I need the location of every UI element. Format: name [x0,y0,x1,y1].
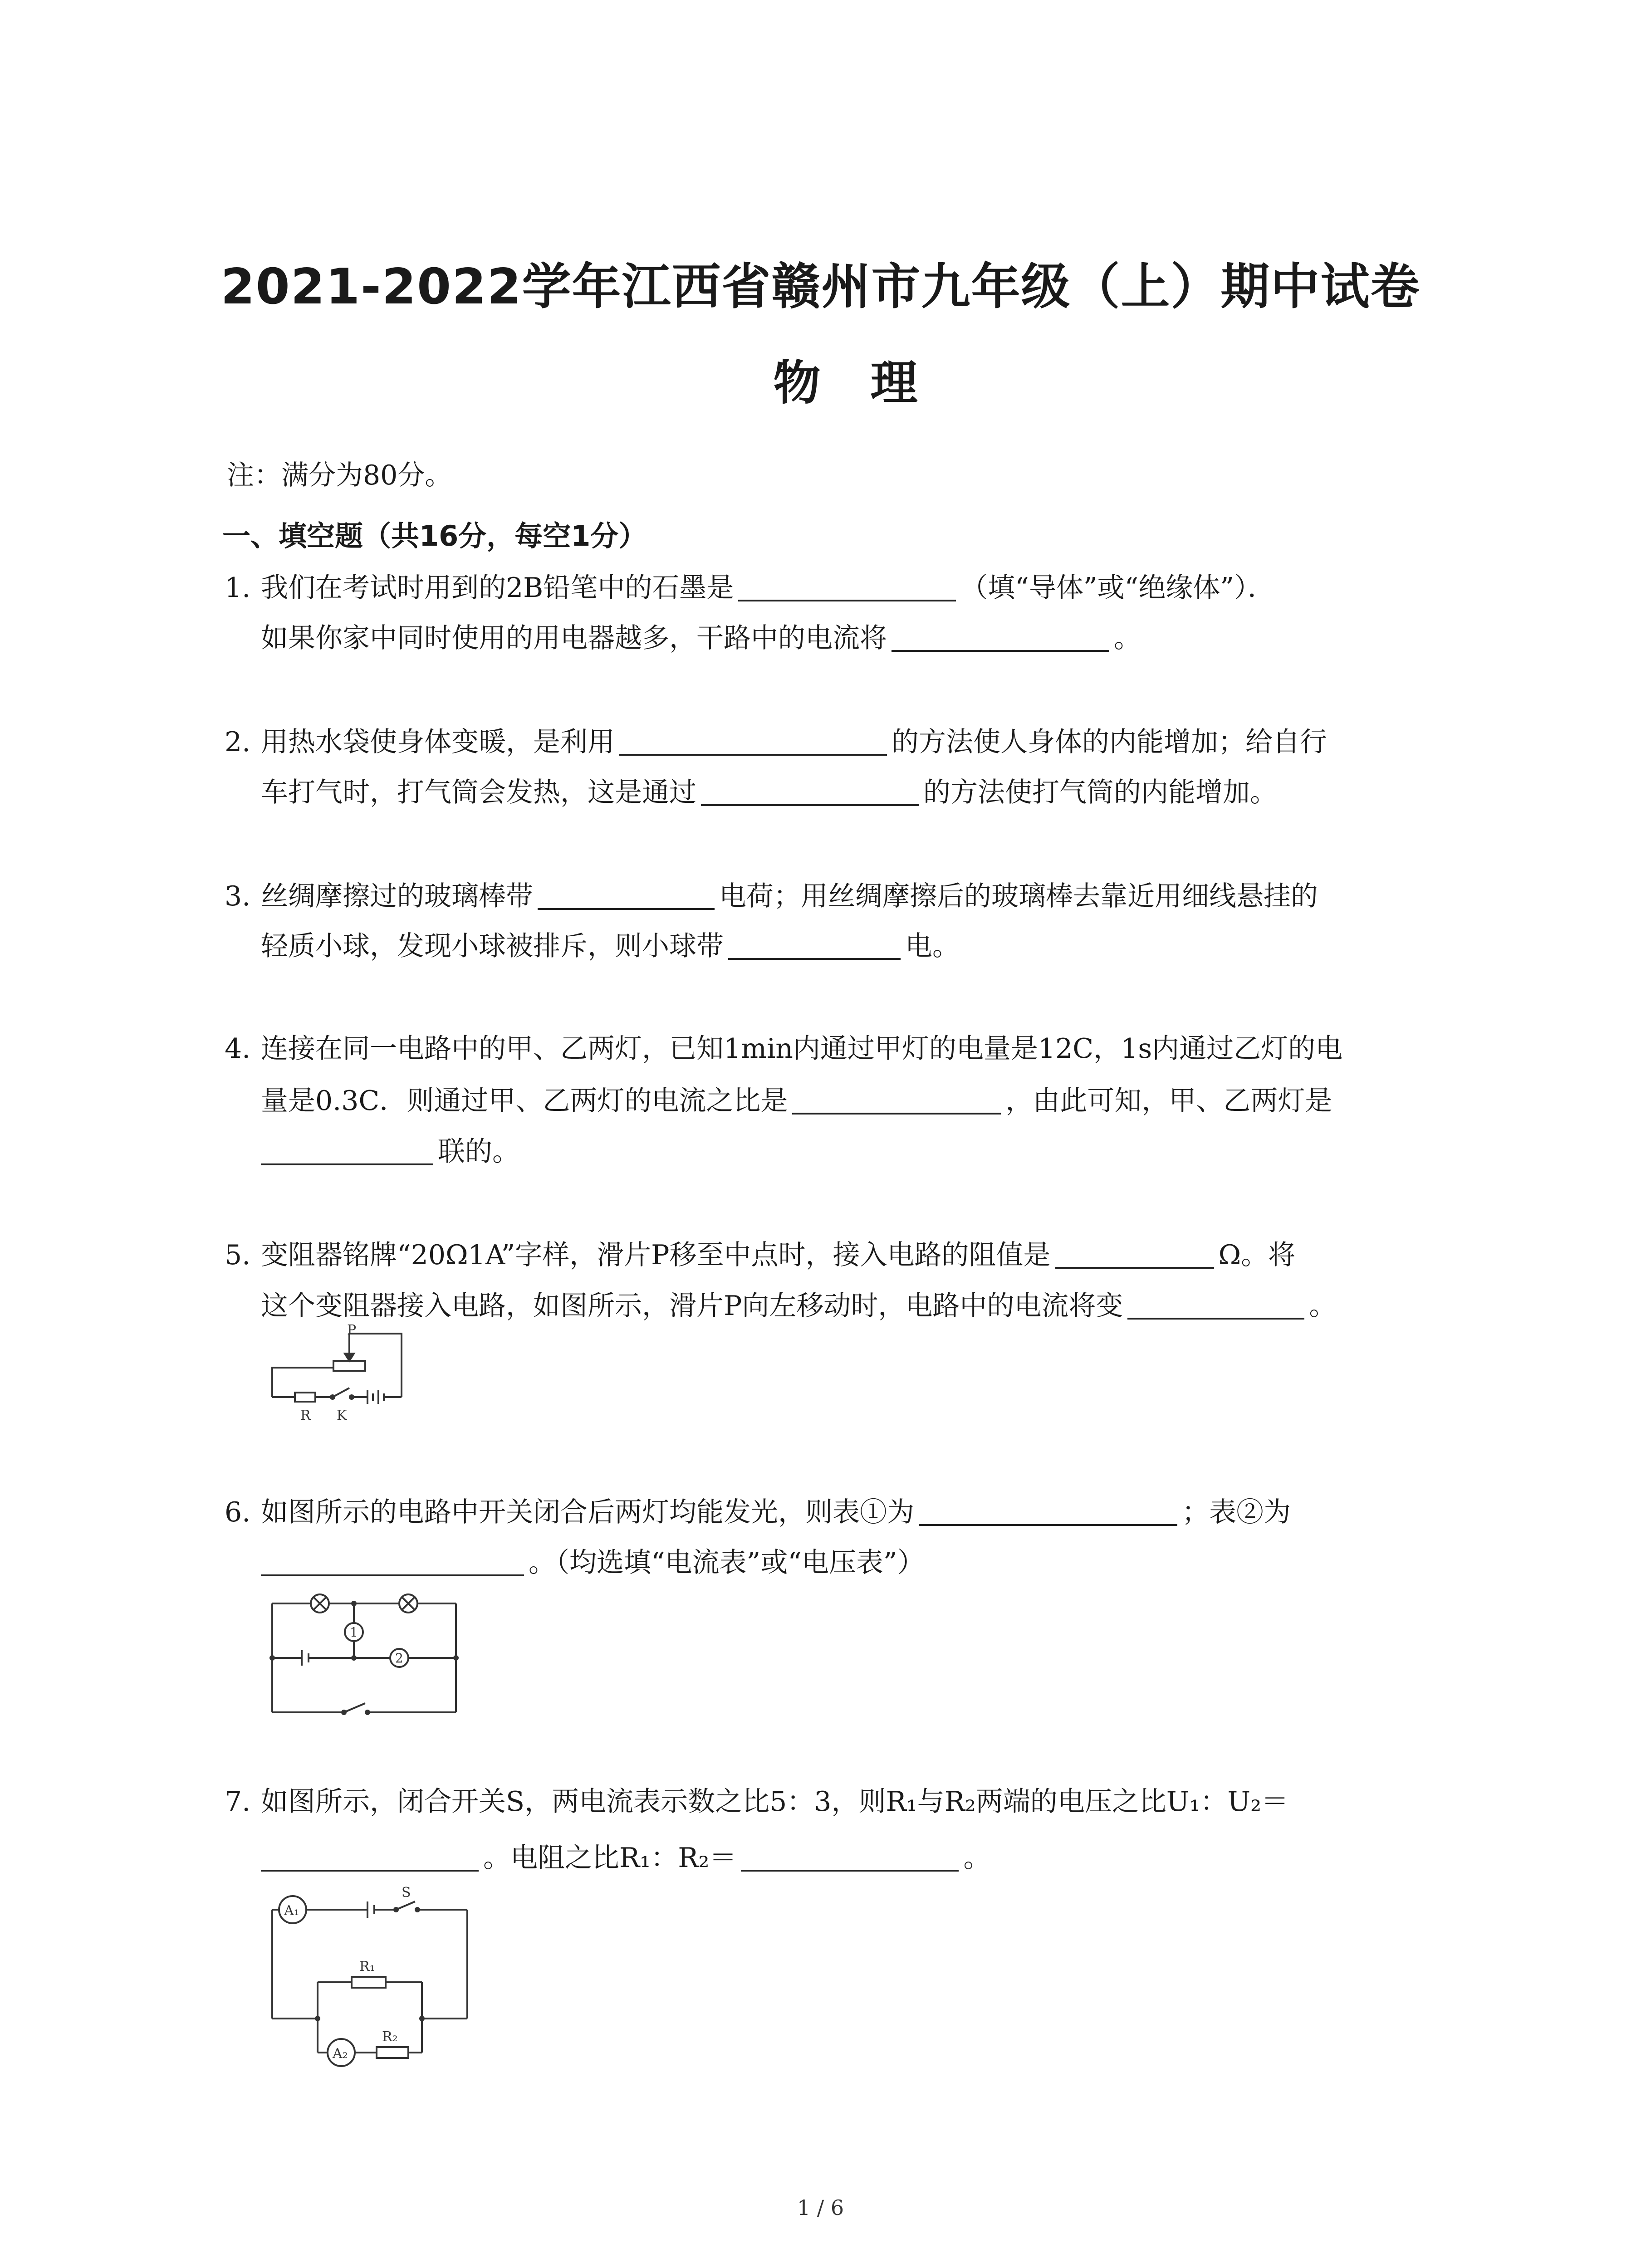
parallel-resistor-circuit-diagram [263,1882,476,2077]
question-text: 如图所示，闭合开关S，两电流表示数之比5：3，则R₁与R₂两端的电压之比U₁：U₂＝ [261,1786,1289,1818]
question-text: 电。 [905,930,960,962]
score-note: 注：满分为80分。 [227,459,452,491]
lamp-meter-circuit-diagram [263,1588,463,1724]
question-text: 。电阻之比R₁：R₂＝ [483,1842,737,1874]
page-number: 1 / 6 [797,2195,844,2220]
meter-2-label: 2 [395,1651,403,1666]
junction-dot [351,1601,357,1606]
question-text: 我们在考试时用到的2B铅笔中的石墨是 [261,572,734,604]
section-heading: 一、填空题（共16分，每空1分） [222,519,647,552]
subject-title: 物理 [773,355,968,411]
question-text: 的方法使打气筒的内能增加。 [923,777,1277,808]
switch-blade [344,1703,365,1712]
meter-1-label: 1 [350,1625,358,1640]
question-text: 变阻器铭牌“20Ω1A”字样，滑片P移至中点时，接入电路的阻值是 [261,1239,1051,1271]
ammeter-a2-label: A₂ [333,2046,348,2062]
question-number: 5. [225,1239,251,1271]
question-text: 轻质小球，发现小球被排斥，则小球带 [261,930,724,962]
question-text: 量是0.3C．则通过甲、乙两灯的电流之比是 [261,1085,788,1117]
question-text: 。 [1309,1290,1337,1322]
resistor-r1 [352,1977,386,1988]
resistor-r [295,1393,315,1402]
answer-blank[interactable] [792,1085,1001,1114]
question-text: 丝绸摩擦过的玻璃棒带 [261,880,533,912]
question-text: ，由此可知，甲、乙两灯是 [1005,1085,1332,1117]
answer-blank[interactable] [261,1843,479,1872]
question-text: 。 [963,1842,991,1874]
question-text: 用热水袋使身体变暖，是利用 [261,726,615,758]
answer-blank[interactable] [1127,1290,1304,1320]
junction-dot [315,2016,320,2021]
slider-arrow-head [345,1354,354,1361]
question-text: 连接在同一电路中的甲、乙两灯，已知1min内通过甲灯的电量是12C，1s内通过乙灯的电 [261,1033,1343,1065]
label-p: P [347,1325,357,1338]
question-number: 2. [225,726,251,758]
rheostat-circuit-diagram [259,1325,413,1429]
resistor-r1-label: R₁ [359,1959,375,1975]
question-text: 车打气时，打气筒会发热，这是通过 [261,777,696,808]
switch-blade [333,1388,349,1397]
switch-blade [396,1901,415,1910]
question-text: 如果你家中同时使用的用电器越多，干路中的电流将 [261,622,887,654]
resistor-r2 [377,2047,408,2058]
answer-blank[interactable] [619,727,887,756]
junction-dot [419,2016,425,2021]
junction-dot [453,1655,459,1661]
answer-blank[interactable] [261,1136,433,1165]
question-number: 1. [225,572,251,604]
question-number: 6. [225,1496,251,1528]
answer-blank[interactable] [741,1843,959,1872]
ammeter-a1-label: A₁ [284,1903,299,1919]
answer-blank[interactable] [1055,1240,1214,1269]
question-text: 。 [1114,622,1141,654]
answer-blank[interactable] [738,572,956,601]
answer-blank[interactable] [919,1497,1177,1526]
question-text: 电荷；用丝绸摩擦后的玻璃棒去靠近用细线悬挂的 [719,880,1318,912]
question-text: 这个变阻器接入电路，如图所示，滑片P向左移动时，电路中的电流将变 [261,1290,1123,1322]
page-title: 2021-2022学年江西省赣州市九年级（上）期中试卷 [220,259,1421,315]
question-text: 的方法使人身体的内能增加；给自行 [892,726,1327,758]
question-text: 如图所示的电路中开关闭合后两灯均能发光，则表①为 [261,1496,914,1528]
question-text: Ω。将 [1218,1239,1296,1271]
question-number: 3. [225,880,251,912]
junction-dot [269,1655,275,1661]
answer-blank[interactable] [892,623,1109,652]
question-text: 联的。 [438,1136,519,1168]
question-number: 7. [225,1786,251,1818]
answer-blank[interactable] [728,931,901,960]
question-text: ；表②为 [1182,1496,1291,1528]
question-text: （填“导体”或“绝缘体”）． [960,572,1275,604]
answer-blank[interactable] [538,881,715,910]
resistor-r2-label: R₂ [382,2029,398,2045]
answer-blank[interactable] [701,777,919,806]
label-k: K [337,1408,347,1423]
switch-label-s: S [402,1885,411,1901]
label-r: R [300,1408,311,1423]
question-text: 。（均选填“电流表”或“电压表”） [529,1547,925,1579]
question-number: 4. [225,1033,251,1065]
answer-blank[interactable] [261,1547,524,1576]
junction-dot [351,1655,357,1661]
